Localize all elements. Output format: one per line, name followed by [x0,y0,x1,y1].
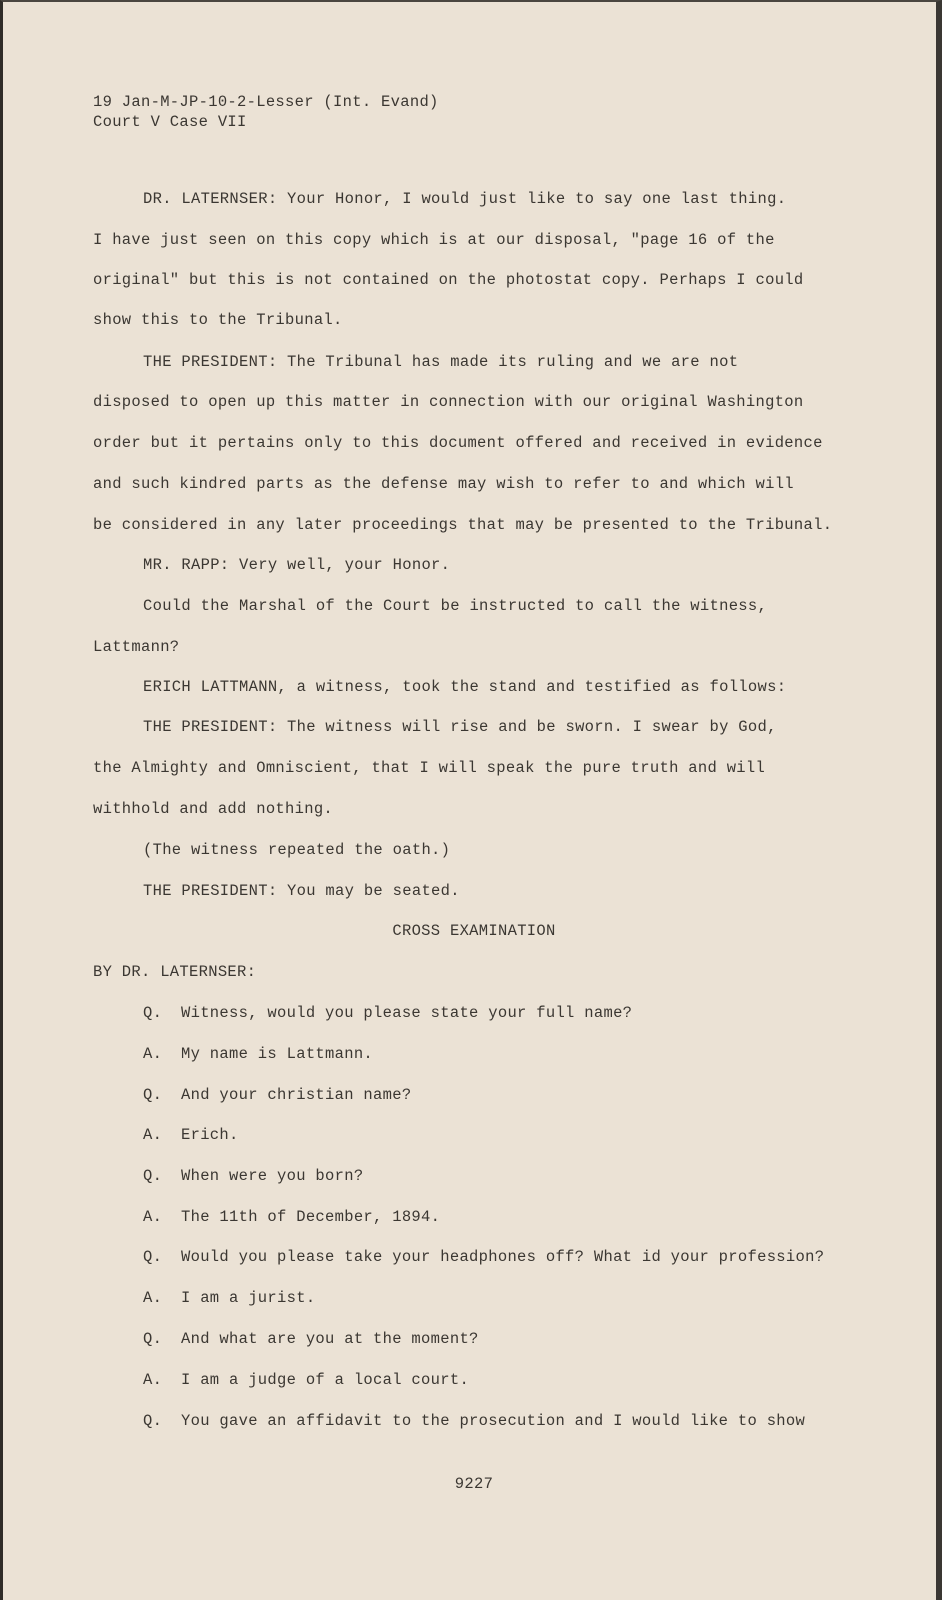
qa-line [143,1329,479,1349]
qa-label: A. [143,1208,163,1226]
text-line: Lattmann? [93,638,180,656]
qa-text: My name is Lattmann. [181,1045,374,1063]
qa-line [143,1411,805,1431]
qa-label: Q. [143,1004,163,1022]
qa-text: You gave an affidavit to the prosecution and I would like to show [181,1412,806,1430]
qa-label: Q. [143,1167,163,1185]
qa-text: Witness, would you please state your full name? [181,1004,633,1022]
qa-text: Would you please take your headphones off? What id your profession? [181,1248,825,1266]
text-line: be considered in any later proceedings that may be presented to the Tribunal. [93,516,833,534]
qa-label: A. [143,1126,163,1144]
qa-text: And what are you at the moment? [181,1330,479,1348]
qa-label: Q. [143,1330,163,1348]
qa-label: A. [143,1045,163,1063]
section-heading: CROSS EXAMINATION [392,922,556,940]
qa-label: Q. [143,1412,163,1430]
qa-label: Q. [143,1248,163,1266]
text-line: ERICH LATTMANN, a witness, took the stand and testified as follows: [143,678,787,696]
qa-line [143,1003,632,1023]
qa-text: When were you born? [181,1167,364,1185]
qa-text: And your christian name? [181,1086,412,1104]
text-line: THE PRESIDENT: You may be seated. [143,882,460,900]
qa-text: I am a jurist. [181,1289,316,1307]
qa-line [143,1085,411,1105]
examiner-line: BY DR. LATERNSER: [93,963,257,981]
text-line: Could the Marshal of the Court be instructed to call the witness, [143,597,768,615]
qa-text: I am a judge of a local court. [181,1371,470,1389]
qa-line [143,1288,315,1308]
qa-line [143,1247,824,1267]
qa-text: Erich. [181,1126,239,1144]
qa-text: The 11th of December, 1894. [181,1208,441,1226]
text-line: THE PRESIDENT: The witness will rise and be sworn. I swear by God, [143,718,777,736]
qa-label: A. [143,1371,163,1389]
text-line: original" but this is not contained on the photostat copy. Perhaps I could [93,271,804,289]
text-line: MR. RAPP: Very well, your Honor. [143,556,451,574]
text-line: DR. LATERNSER: Your Honor, I would just like to say one last thing. [143,190,787,208]
text-line: the Almighty and Omniscient, that I will speak the pure truth and will [93,759,766,777]
text-line: withhold and add nothing. [93,800,334,818]
qa-line [143,1125,239,1145]
page-number: 9227 [454,1475,494,1493]
text-line: THE PRESIDENT: The Tribunal has made its ruling and we are not [143,353,739,371]
header-line-2: Court V Case VII [93,113,247,131]
text-line: and such kindred parts as the defense may wish to refer to and which will [93,475,794,493]
qa-line [143,1370,469,1390]
qa-label: A. [143,1289,163,1307]
header-line-1: 19 Jan-M-JP-10-2-Lesser (Int. Evand) [93,93,439,111]
text-line: disposed to open up this matter in connection with our original Washington [93,393,804,411]
text-line: (The witness repeated the oath.) [143,841,451,859]
text-line: order but it pertains only to this document offered and received in evidence [93,434,823,452]
qa-line [143,1166,363,1186]
text-line: I have just seen on this copy which is at our disposal, "page 16 of the [93,231,775,249]
text-line: show this to the Tribunal. [93,311,343,329]
qa-line [143,1207,440,1227]
qa-line [143,1044,373,1064]
qa-label: Q. [143,1086,163,1104]
